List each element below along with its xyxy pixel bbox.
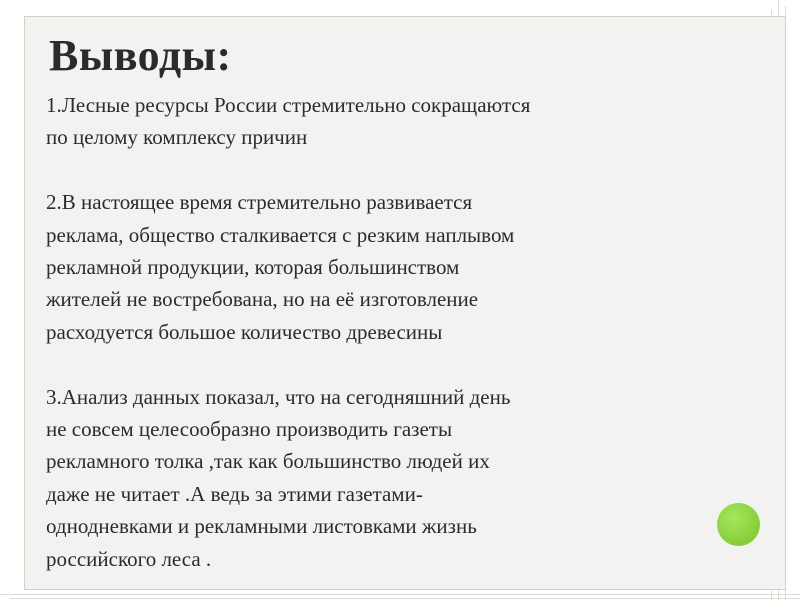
conclusion-3: 3.Анализ данных показал, что на сегодняшний день не совсем целесообразно производить газеты рекламного толка ,так как большинство людей их даже не читает .А ведь за этими газетами- однодневками и рекламными листовками жизнь российского леса . xyxy=(46,384,511,571)
slide-title: Выводы: xyxy=(49,31,232,80)
decorative-line xyxy=(0,594,800,595)
conclusions-list xyxy=(46,89,751,575)
decorative-line xyxy=(10,598,800,599)
paragraph-spacer xyxy=(46,154,751,186)
conclusion-2: 2.В настоящее время стремительно развивается реклама, общество сталкивается с резким наплывом рекламной продукции, которая большинством жителей не востребована, но на её изготовление расходуется большое количество древесины xyxy=(46,190,515,344)
conclusion-1: 1.Лесные ресурсы России стремительно сокращаются по целому комплексу причин xyxy=(46,93,531,150)
paragraph-spacer xyxy=(46,348,751,380)
green-circle-icon xyxy=(717,503,760,546)
